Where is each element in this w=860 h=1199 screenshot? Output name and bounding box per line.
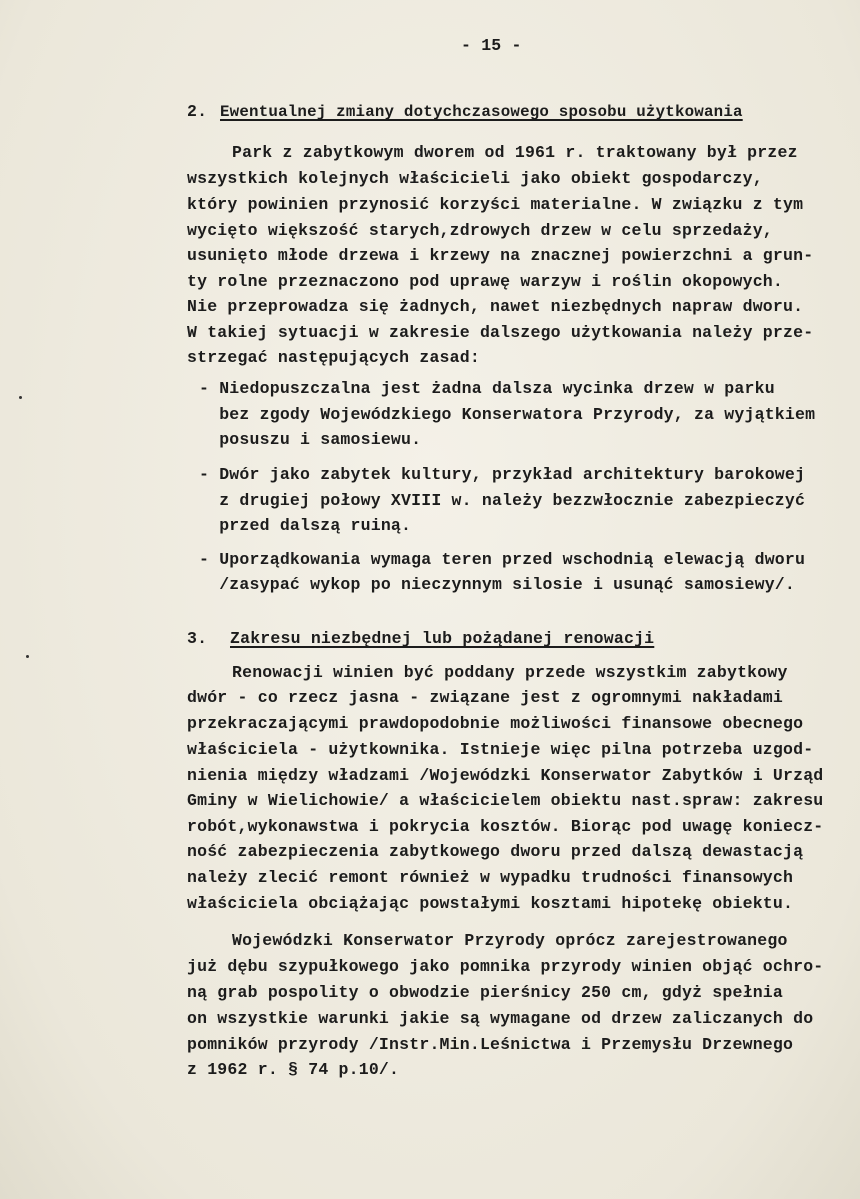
text-line: należy zlecić remont również w wypadku trudności finansowych <box>187 868 794 887</box>
section-2-heading: Ewentualnej zmiany dotychczasowego sposobu użytkowania <box>220 103 743 121</box>
text-line: wszystkich kolejnych właścicieli jako obiekt gospodarczy, <box>187 169 763 188</box>
bullet-line: /zasypać wykop po nieczynnym silosie i usunąć samosiewy/. <box>199 575 795 594</box>
text-line: przekraczającymi prawdopodobnie możliwości finansowe obecnego <box>187 714 804 733</box>
text-line: dwór - co rzecz jasna - związane jest z ogromnymi nakładami <box>187 688 783 707</box>
text-line: on wszystkie warunki jakie są wymagane od drzew zaliczanych do <box>187 1009 814 1028</box>
text-line: właściciela obciążając powstałymi kosztami hipotekę obiektu. <box>187 894 794 913</box>
text-line: który powinien przynosić korzyści materialne. W związku z tym <box>187 195 804 214</box>
bullet-line: przed dalszą ruiną. <box>199 516 412 535</box>
text-line: ność zabezpieczenia zabytkowego dworu przed dalszą dewastacją <box>187 842 804 861</box>
text-line: robót,wykonawstwa i pokrycia kosztów. Biorąc pod uwagę koniecz- <box>187 817 824 836</box>
bullet-line: z drugiej połowy XVIII w. należy bezzwłocznie zabezpieczyć <box>199 491 806 510</box>
bullet-line: bez zgody Wojewódzkiego Konserwatora Przyrody, za wyjątkiem <box>199 405 816 424</box>
section-3-number: 3. <box>187 629 208 648</box>
page-number: - 15 - <box>461 36 522 55</box>
text-line: Renowacji winien być poddany przede wszystkim zabytkowy <box>232 663 788 682</box>
text-line: Nie przeprowadza się żadnych, nawet niezbędnych napraw dworu. <box>187 297 804 316</box>
text-line: Wojewódzki Konserwator Przyrody oprócz zarejestrowanego <box>232 931 788 950</box>
text-line: usunięto młode drzewa i krzewy na znacznej powierzchni a grun- <box>187 246 814 265</box>
text-line: Gminy w Wielichowie/ a właścicielem obiektu nast.spraw: zakresu <box>187 791 824 810</box>
section-3-heading: Zakresu niezbędnej lub pożądanej renowacji <box>230 629 655 648</box>
paper-speck <box>26 655 29 658</box>
text-line: nienia między władzami /Wojewódzki Konserwator Zabytków i Urząd <box>187 766 824 785</box>
paper-speck <box>19 396 22 399</box>
text-line: pomników przyrody /Instr.Min.Leśnictwa i Przemysłu Drzewnego <box>187 1035 794 1054</box>
text-line: wycięto większość starych,zdrowych drzew w celu sprzedaży, <box>187 221 773 240</box>
bullet-line: - Niedopuszczalna jest żadna dalsza wycinka drzew w parku <box>199 379 775 398</box>
text-line: ty rolne przeznaczono pod uprawę warzyw i roślin okopowych. <box>187 272 783 291</box>
text-line: z 1962 r. § 74 p.10/. <box>187 1060 400 1079</box>
text-line: strzegać następujących zasad: <box>187 348 480 367</box>
bullet-line: - Dwór jako zabytek kultury, przykład architektury barokowej <box>199 465 806 484</box>
text-line: Park z zabytkowym dworem od 1961 r. traktowany był przez <box>232 143 798 162</box>
bullet-line: - Uporządkowania wymaga teren przed wschodnią elewacją dworu <box>199 550 806 569</box>
text-line: właściciela - użytkownika. Istnieje więc pilna potrzeba uzgod- <box>187 740 814 759</box>
text-line: ną grab pospolity o obwodzie pierśnicy 250 cm, gdyż spełnia <box>187 983 783 1002</box>
text-line: W takiej sytuacji w zakresie dalszego użytkowania należy prze- <box>187 323 814 342</box>
bullet-line: posuszu i samosiewu. <box>199 430 422 449</box>
section-2-number: 2. <box>187 102 208 121</box>
text-line: już dębu szypułkowego jako pomnika przyrody winien objąć ochro- <box>187 957 824 976</box>
